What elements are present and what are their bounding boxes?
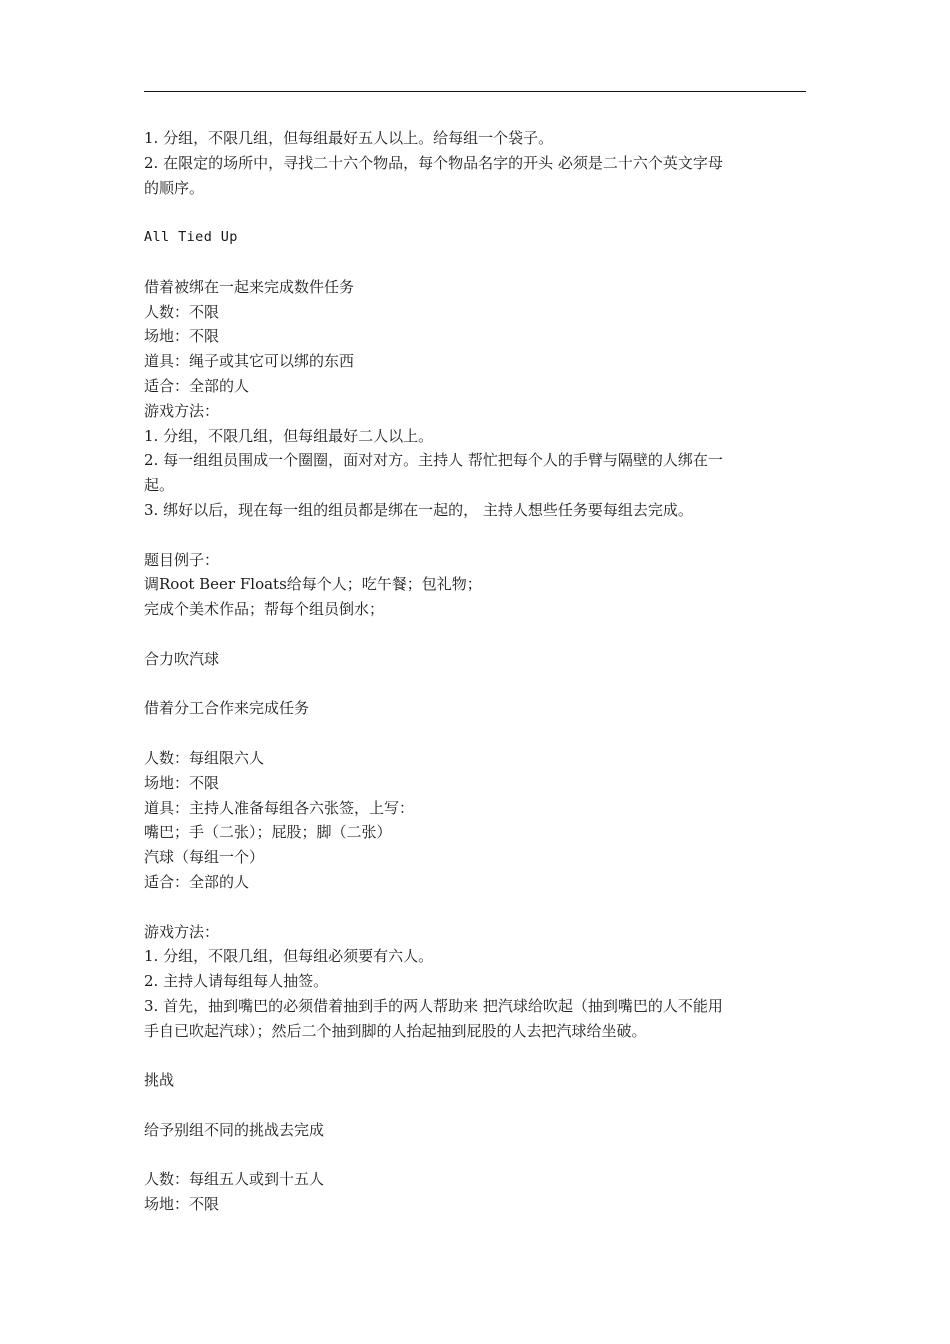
text-line: 嘴巴；手（二张）；屁股；脚（二张） <box>144 823 392 842</box>
blank-line <box>144 721 808 746</box>
text-line: 的顺序。 <box>144 178 205 197</box>
section-title: All Tied Up <box>144 229 238 246</box>
blank-line <box>144 523 808 548</box>
blank-line <box>144 672 808 697</box>
text-line: 场地：不限 <box>144 327 220 346</box>
blank-line <box>144 622 808 647</box>
text-line: 适合：全部的人 <box>144 376 250 395</box>
text-line: 道具：主持人准备每组各六张签，上写： <box>144 798 415 817</box>
blank-line <box>144 1043 808 1068</box>
text-line: 场地：不限 <box>144 773 220 792</box>
blank-line <box>144 1143 808 1168</box>
text-line: 游戏方法： <box>144 401 220 420</box>
text-line: 2. 每一组组员围成一个圈圈，面对对方。主持人 帮忙把每个人的手臂与隔壁的人绑在一 <box>144 451 723 470</box>
section-title: 合力吹汽球 <box>144 649 220 668</box>
blank-line <box>144 250 808 275</box>
text-line: 3. 绑好以后，现在每一组的组员都是绑在一起的， 主持人想些任务要每组去完成。 <box>144 500 693 519</box>
text-line: 题目例子： <box>144 550 220 569</box>
text-line: 游戏方法： <box>144 922 220 941</box>
blank-line <box>144 200 808 225</box>
text-line: 2. 在限定的场所中，寻找二十六个物品，每个物品名字的开头 必须是二十六个英文字母 <box>144 153 723 172</box>
header-rule <box>144 91 806 92</box>
text-line: 1. 分组，不限几组，但每组最好二人以上。 <box>144 426 434 445</box>
text-line: 汽球（每组一个） <box>144 848 265 867</box>
text-line: 起。 <box>144 476 175 495</box>
text-line: 给予别组不同的挑战去完成 <box>144 1120 325 1139</box>
text-line: 1. 分组，不限几组，但每组最好五人以上。给每组一个袋子。 <box>144 129 554 147</box>
text-line: 场地：不限 <box>144 1195 220 1214</box>
document-body <box>144 126 808 1217</box>
text-line: 人数：每组五人或到十五人 <box>144 1170 325 1189</box>
text-line: 适合：全部的人 <box>144 872 250 891</box>
text-line: 借着分工合作来完成任务 <box>144 699 310 718</box>
section-title: 挑战 <box>144 1071 175 1090</box>
blank-line <box>144 895 808 920</box>
text-line: 手自已吹起汽球）；然后二个抽到脚的人抬起抽到屁股的人去把汽球给坐破。 <box>144 1021 647 1040</box>
text-line: 调Root Beer Floats给每个人；吃午餐；包礼物； <box>144 575 482 594</box>
text-line: 2. 主持人请每组每人抽签。 <box>144 972 329 991</box>
text-line: 3. 首先，抽到嘴巴的必须借着抽到手的两人帮助来 把汽球给吹起（抽到嘴巴的人不能用 <box>144 996 723 1015</box>
text-line: 完成个美术作品；帮每个组员倒水； <box>144 600 385 619</box>
text-line: 借着被绑在一起来完成数件任务 <box>144 277 355 296</box>
text-line: 1. 分组，不限几组，但每组必须要有六人。 <box>144 947 434 966</box>
text-line: 人数：每组限六人 <box>144 748 265 767</box>
text-line: 人数：不限 <box>144 302 220 321</box>
text-line: 道具：绳子或其它可以绑的东西 <box>144 352 355 371</box>
blank-line <box>144 1093 808 1118</box>
